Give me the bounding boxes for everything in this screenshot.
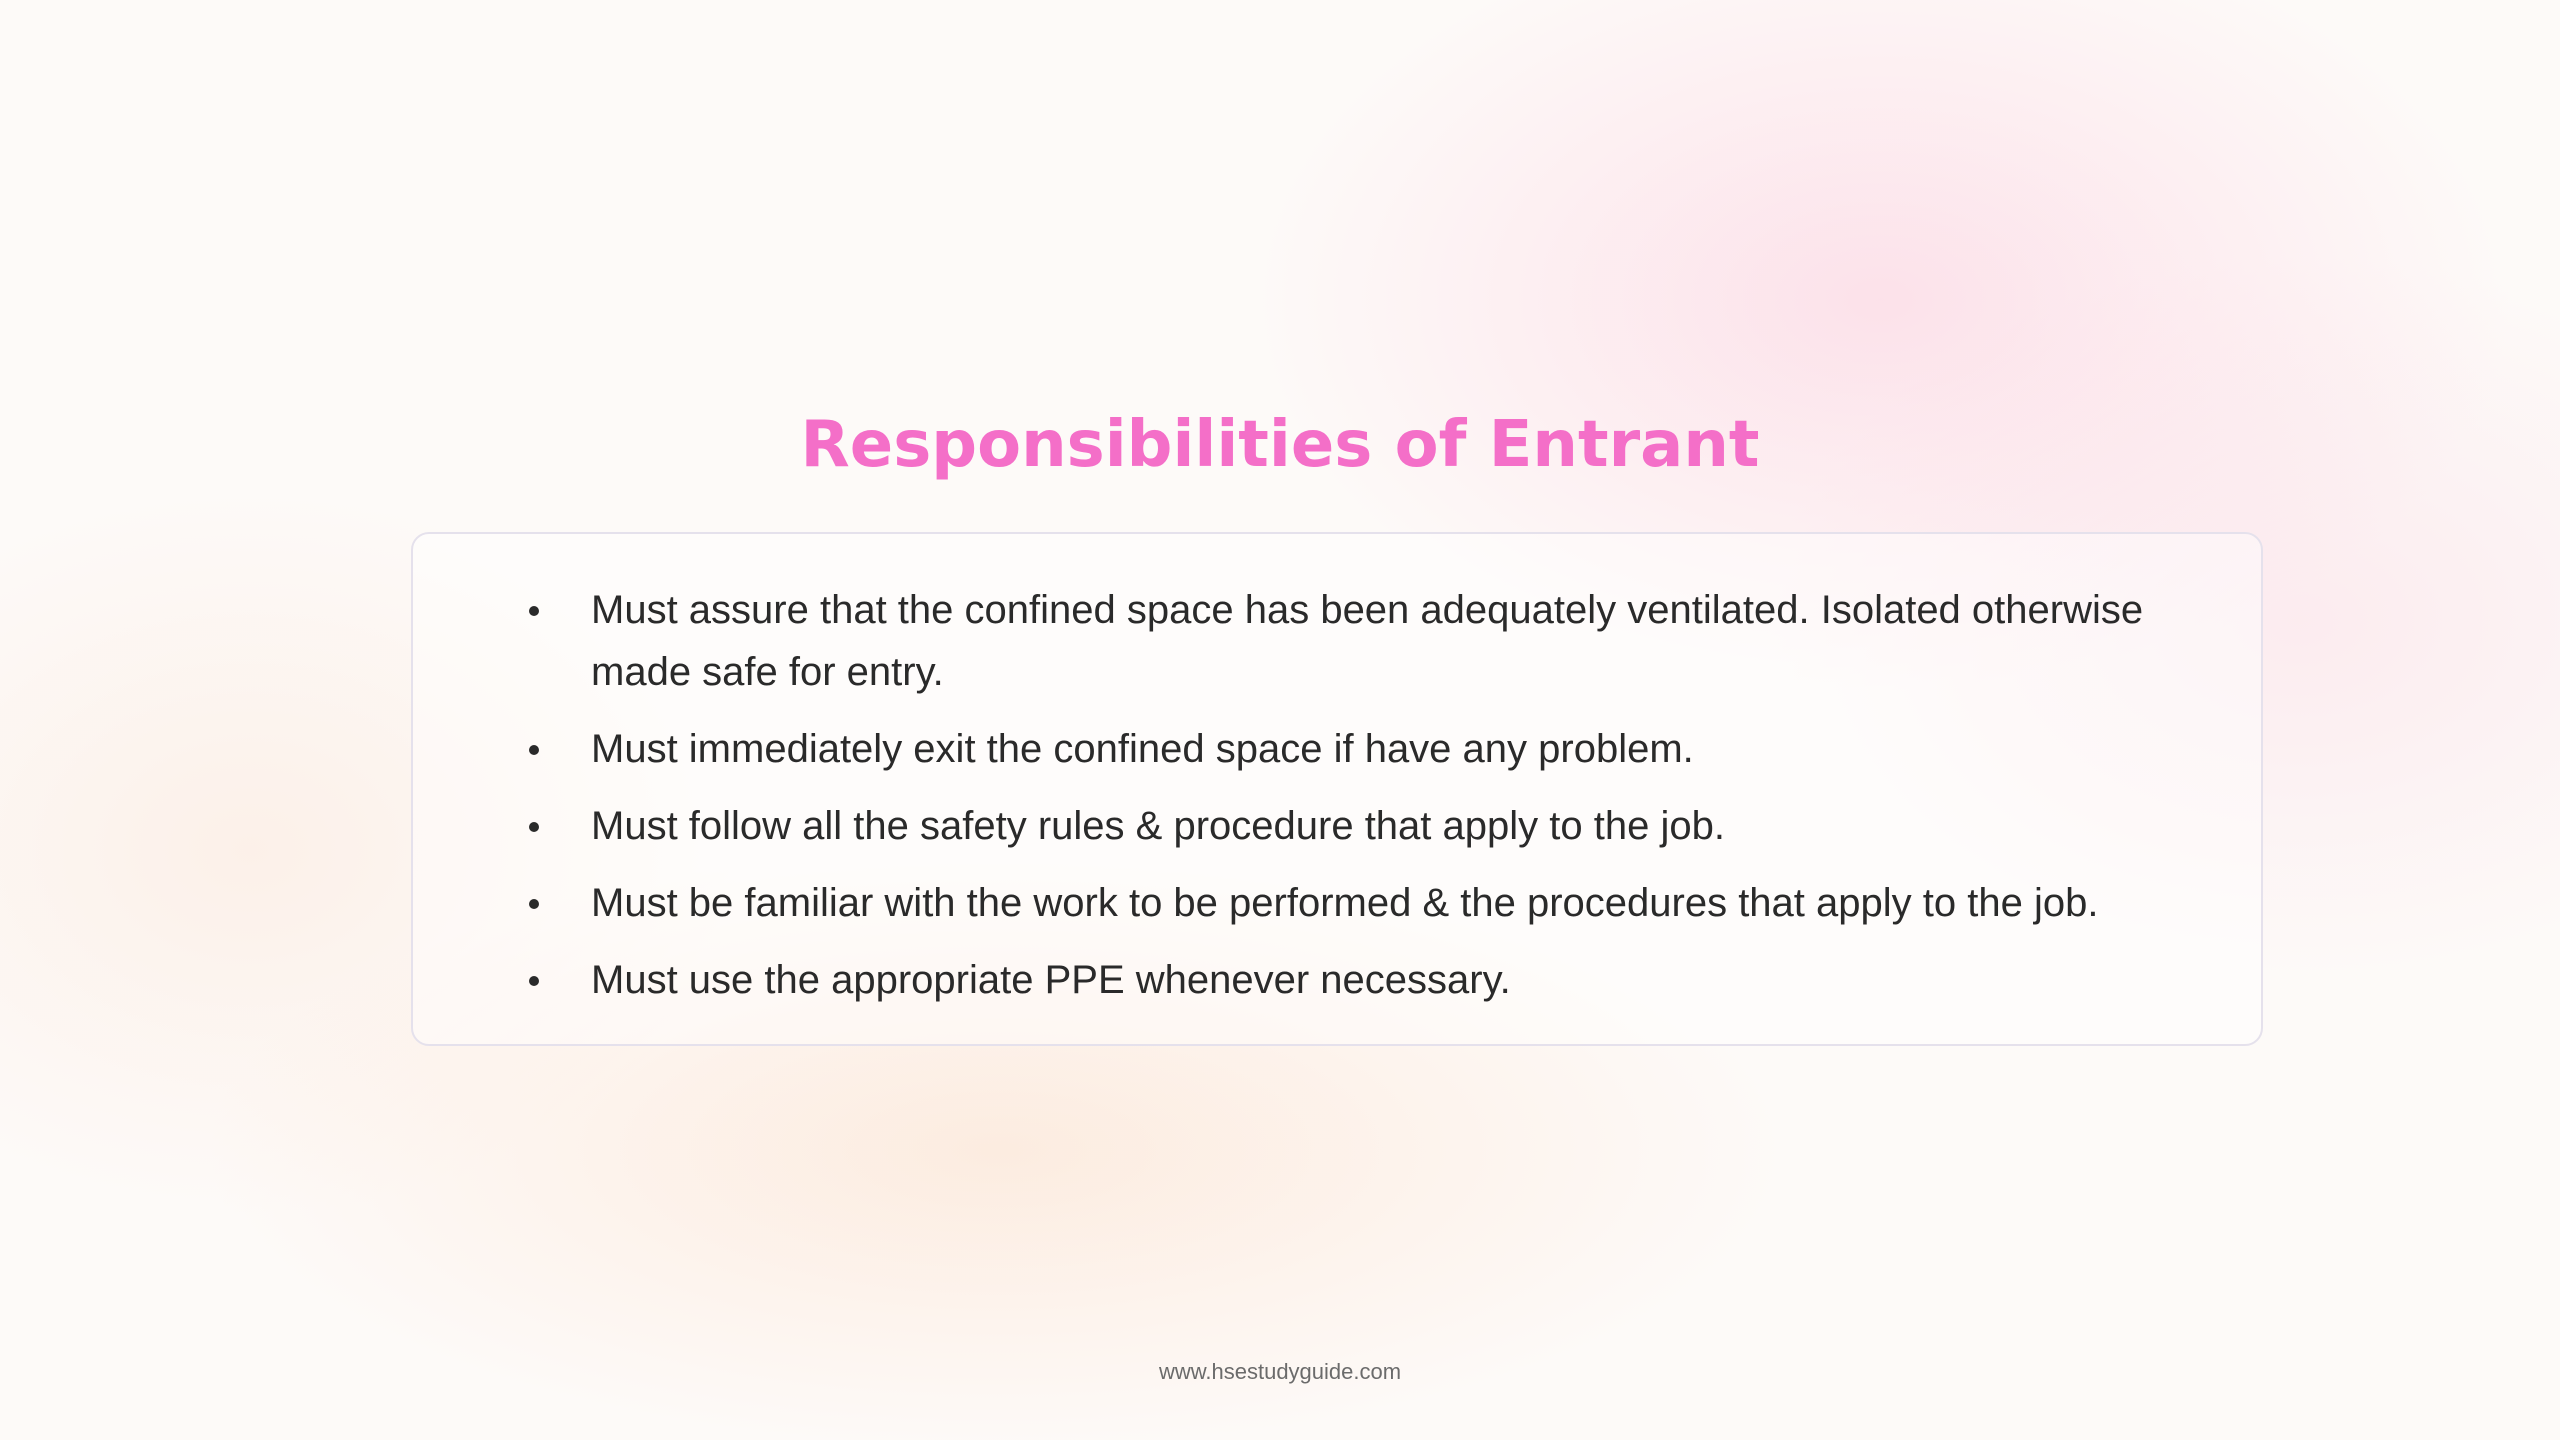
bullet-text: Must be familiar with the work to be performed & the procedures that apply to the job. bbox=[591, 881, 2099, 925]
footer-url: www.hsestudyguide.com bbox=[1158, 1359, 1402, 1384]
content-card bbox=[411, 532, 2263, 1046]
bullet-dot-icon bbox=[529, 976, 539, 986]
bullet-dot-icon bbox=[529, 899, 539, 909]
bullet-text: Must follow all the safety rules & procedure that apply to the job. bbox=[591, 804, 1725, 848]
bullet-text: Must assure that the confined space has been adequately ventilated. Isolated otherwise made safe for entry. bbox=[591, 588, 2144, 694]
bullet-item bbox=[413, 579, 2261, 703]
bullet-list bbox=[413, 534, 2261, 1011]
bullet-item bbox=[413, 718, 2261, 780]
slide-title: Responsibilities of Entrant bbox=[800, 408, 1760, 482]
bullet-dot-icon bbox=[529, 822, 539, 832]
bullet-text: Must immediately exit the confined space if have any problem. bbox=[591, 727, 1694, 771]
bullet-item bbox=[413, 949, 2261, 1011]
bullet-dot-icon bbox=[529, 606, 539, 616]
bullet-item bbox=[413, 795, 2261, 857]
bullet-dot-icon bbox=[529, 745, 539, 755]
bullet-text: Must use the appropriate PPE whenever necessary. bbox=[591, 958, 1511, 1002]
bullet-item bbox=[413, 872, 2261, 934]
